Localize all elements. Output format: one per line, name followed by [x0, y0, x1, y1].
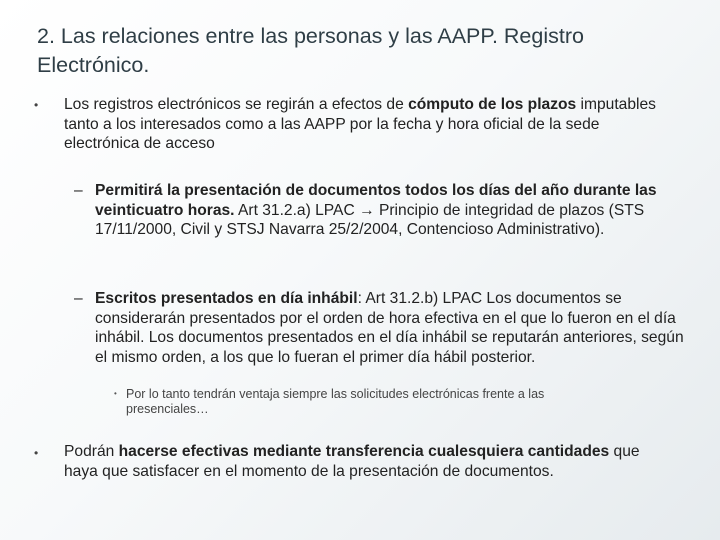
bullet-2-text — [64, 442, 664, 481]
subitem-1-part-1: Permitirá la presentación de documentos todos los días del año durante las veinticuatro horas. — [95, 182, 657, 219]
subitem-marker: – — [74, 290, 83, 307]
bullet-marker: • — [34, 98, 39, 112]
subitem-2-text — [95, 289, 687, 367]
bullet-2-part-2: hacerse efectivas mediante transferencia cualesquiera cantidades — [118, 443, 610, 460]
subitem-marker: – — [74, 182, 83, 199]
bullet-1-part-3: imputables tanto a los interesados como a las AAPP por la fecha y hora oficial de la sede electrónica de acceso — [64, 96, 656, 153]
subsubitem-text: Por lo tanto tendrán ventaja siempre las solicitudes electrónicas frente a las presenciales… — [126, 387, 545, 416]
subitem-2-part-2: : Art 31.2.b) LPAC Los documentos se considerarán presentados por el orden de hora efectiva en el que lo fueron en el día inhábil. Los documentos presentados en el día inhábil se reputarán anteriores, según el mismo orden, a los que lo fueran el primer día hábil posterior. — [95, 290, 684, 366]
subitem-2-part-1: Escritos presentados en día inhábil — [95, 290, 358, 307]
slide-title: 2. Las relaciones entre las personas y las AAPP. Registro Electrónico. — [37, 24, 584, 77]
bullet-1-part-1: Los registros electrónicos se regirán a efectos de — [64, 96, 409, 113]
bullet-1-part-2: cómputo de los plazos — [408, 96, 577, 113]
bullet-2-part-3: que haya que satisfacer en el momento de la presentación de documentos. — [64, 443, 640, 480]
subitem-1-text — [95, 181, 665, 240]
subitem-1-part-2: Art 31.2.a) LPAC → Principio de integridad de plazos (STS 17/11/2000, Civil y STSJ Navarra 25/2/2004, Contencioso Administrativo). — [95, 201, 645, 239]
bullet-marker: • — [34, 446, 39, 460]
bullet-1-text — [64, 95, 664, 154]
bullet-2-part-1: Podrán — [64, 443, 119, 460]
subsubitem-marker: • — [114, 389, 117, 398]
